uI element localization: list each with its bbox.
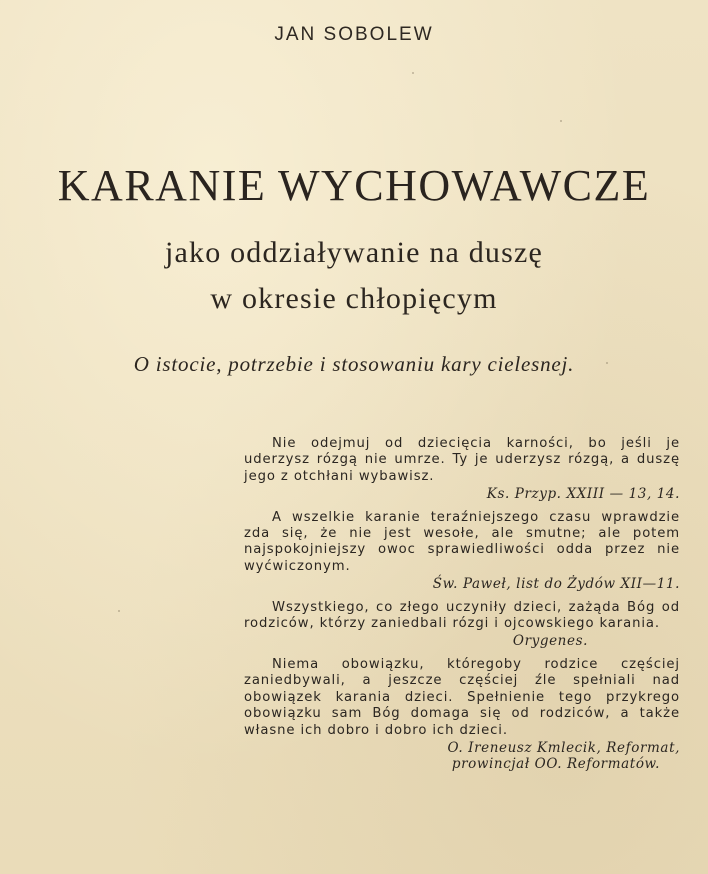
subtitle-line-2: w okresie chłopięcym	[210, 282, 498, 315]
epigraph-text-1: Nie odejmuj od dziecięcia karności, bo jeśli je uderzysz rózgą nie umrze. Ty je uderzysz rózgą, a duszę jego z otchłani wybawisz.	[244, 436, 680, 484]
epigraph-text-4: Niema obowiązku, któregoby rodzice częściej zaniedbywali, a jeszcze częściej źle spełniali nad obowiązek karania dzieci. Spełnienie tego przykrego obowiązku sam Bóg domaga się od rodziców, a także własne ich dobro i dobro ich dzieci.	[244, 656, 680, 738]
book-title: KARANIE WYCHOWAWCZE	[57, 161, 651, 210]
epigraph-source-2: Św. Paweł, list do Żydów XII—11.	[432, 576, 680, 593]
epigraph-text-2: A wszelkie karanie teraźniejszego czasu wprawdzie zda się, że nie jest wesołe, ale smutne; ale potem najspokojniejszy owoc sprawiedliwości odda przez nie wyćwiczonym.	[244, 509, 680, 574]
epigraph-source-4-line-1: O. Ireneusz Kmlecik, Reformat,	[447, 739, 680, 756]
epigraph-source-1: Ks. Przyp. XXIII — 13, 14.	[486, 486, 680, 503]
tagline: O istocie, potrzebie i stosowaniu kary cielesnej.	[133, 352, 575, 376]
epigraphs	[244, 436, 680, 773]
paper-speck	[560, 120, 562, 122]
paper-speck	[412, 72, 414, 74]
epigraph-source-4	[244, 740, 680, 773]
epigraph-source-4-line-2: prowincjał OO. Reformatów.	[451, 756, 660, 773]
epigraph-source-3: Orygenes.	[512, 633, 588, 650]
epigraph-text-3: Wszystkiego, co złego uczyniły dzieci, zażąda Bóg od rodziców, którzy zaniedbali rózgi i ojcowskiego karania.	[244, 599, 680, 632]
paper-speck	[606, 362, 608, 364]
author-name: JAN SOBOLEW	[274, 24, 434, 45]
paper-speck	[118, 610, 120, 612]
subtitle-line-1: jako oddziaływanie na duszę	[164, 236, 544, 269]
